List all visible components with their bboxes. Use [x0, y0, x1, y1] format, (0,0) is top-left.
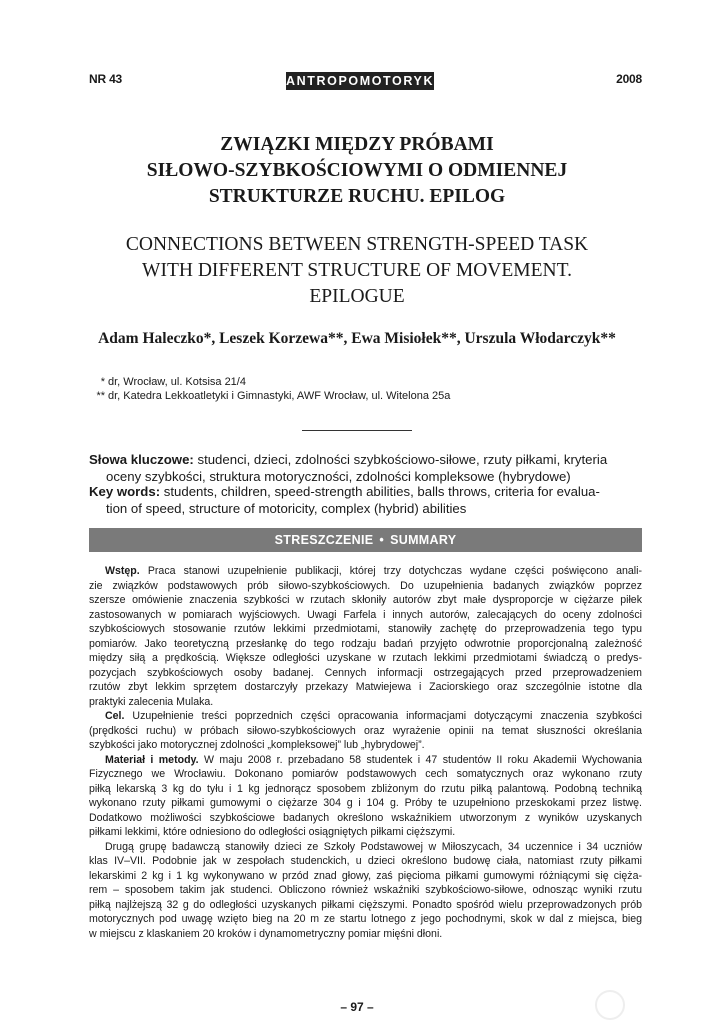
line-text: Praca stanowi uzupełnienie publikacji, której trzy dotychczas wydane części poświęcono anali- [147, 565, 642, 577]
abstract-line: rem – sposobem takim jak studenci. Obliczono również wskaźniki szybkościowo-siłowe, odnosząc wyniki rzutu [89, 884, 642, 896]
separator-rule [302, 430, 412, 431]
abstract-line: pozycjach szybkościowych osoby badanej. Cennych informacji ostrzegających przed przeprowadzeniem [89, 666, 642, 679]
abstract-paragraph-second-group [89, 840, 642, 942]
title-en-line: WITH DIFFERENT STRUCTURE OF MOVEMENT. [142, 260, 572, 281]
abstract-line: Dodatkowo możliwości szybkościowe badanych określono wskaźnikiem utworzonym z wyników uzyskanych [89, 811, 642, 824]
abstract-line: piłkami lekkimi, które odniesiono do odległości osiągniętych piłkami cięższymi. [89, 826, 456, 838]
abstract-line: pomiarów. Jako teoretyczną przesłankę do tego rodzaju badań przyjęto odwrotnie proporcjonalną zależność [89, 637, 642, 650]
page-number: – 97 – [340, 1000, 374, 1014]
section-label: Wstęp. [105, 565, 140, 577]
affiliation-mark: ** [96, 390, 105, 402]
keywords-pl-text: oceny szybkości, struktura motoryczności, zdolności kompleksowe (hybrydowe) [106, 468, 571, 484]
abstract-paragraph-intro [89, 564, 642, 709]
summary-label-en: SUMMARY [390, 533, 457, 547]
abstract [89, 564, 642, 941]
abstract-line: klas IV–VII. Podobnie jak w zespołach studenckich, u dzieci określono budowę ciała, natomiast rzuty piłkami [89, 855, 642, 867]
abstract-line: szersze omówienie znaczenia szybkości w rzutach skłoniły autorów zbyt małe dysproporcje w ciężarze piłek [89, 594, 642, 606]
issue-year: 2008 [616, 72, 642, 86]
abstract-line: między siłą a prędkością. Większe odległości uzyskane w rzutach lekkimi przedmiotami świadczą o predys- [89, 652, 642, 664]
affiliation-text: dr, Katedra Lekkoatletyki i Gimnastyki, AWF Wrocław, ul. Witelona 25a [108, 390, 451, 402]
abstract-line: Drugą grupę badawczą stanowiły dzieci ze Szkoły Podstawowej w Miłoszycach, 34 uczennice i 34 uczniów [105, 840, 642, 853]
title-pl-line: ZWIĄZKI MIĘDZY PRÓBAMI [220, 134, 494, 155]
summary-banner [89, 528, 642, 552]
abstract-line: lekarskimi 2 kg i 1 kg wykonywano w przód znad głowy, zaś pięcioma piłkami gumowymi różniącymi się cięża- [89, 869, 642, 882]
summary-label-pl: STRESZCZENIE [274, 533, 374, 547]
abstract-line: szybkości jako motorycznej zdolności „kompleksowej” lub „hybrydowej”. [89, 739, 425, 751]
abstract-line: piłką lekarską 3 kg do tyłu i 1 kg jednorącz sposobem zbliżonym do rzutu piłką palantową. Podobną techniką [89, 782, 642, 795]
abstract-line: praktyki zalecenia Mulaka. [89, 695, 214, 708]
abstract-line: zie związków podstawowych prób siłowo-szybkościowych. Do uzupełnienia badanych związków poprzez [89, 579, 642, 592]
abstract-line: rzutów zbyt lekkim sprzętem dostarczyły przekazy Matwiejewa i Zaciorskiego oraz szczególnie istotne dla [89, 681, 642, 693]
abstract-line [89, 564, 642, 579]
line-text: Uzupełnienie treści poprzednich części opracowania informacjami dotyczącymi znaczenia szybkości [132, 710, 642, 722]
abstract-line [89, 753, 642, 768]
affiliation-text: dr, Wrocław, ul. Kotsisa 21/4 [108, 376, 246, 388]
affiliation [89, 375, 246, 389]
title-polish [60, 132, 654, 210]
abstract-line: (prędkości ruchu) w próbach siłowo-szybkościowych oraz wyrażenie opinii na temat słuszności określania [89, 724, 642, 737]
abstract-paragraph-aim [89, 709, 642, 753]
issue-number: NR 43 [89, 72, 123, 86]
abstract-paragraph-methods [89, 753, 642, 840]
section-label: Cel. [105, 710, 125, 722]
abstract-line: Fizycznego we Wrocławiu. Dokonano pomiarów podstawowych cech somatycznych oraz wykonano rzuty [89, 768, 642, 780]
abstract-line: w miejscu z klaskaniem 20 kroków i dynamometryczny pomiar mięśni dłoni. [89, 927, 443, 940]
abstract-line: piłką najlżejszą 32 g do odległości uzyskanych piłkami cięższymi. Ponadto spośród wielu przeprowadzonych prób [89, 898, 642, 911]
abstract-line [89, 709, 642, 724]
section-label: Materiał i metody. [105, 753, 199, 766]
journal-name: ANTROPOMOTORYKA [286, 74, 445, 88]
title-english [60, 232, 654, 310]
abstract-line: wykonano rzuty piłkami gumowymi o ciężarze 304 g i 104 g. Próby te uzupełniono przeskokami przez listwę. [89, 797, 642, 809]
keywords-pl-label: Słowa kluczowe: [89, 452, 194, 467]
title-en-line: CONNECTIONS BETWEEN STRENGTH-SPEED TASK [125, 234, 589, 255]
keywords-en-text: students, children, speed-strength abilities, balls throws, criteria for evalua- [163, 484, 600, 499]
title-en-line: EPILOGUE [309, 286, 405, 307]
abstract-line: szybkościowych stosowanie rzutów lekkimi przedmiotami, stanowiły zachętę do przeprowadzenia tego typu [89, 623, 642, 635]
keywords-en-label: Key words: [89, 484, 161, 499]
affiliation [89, 389, 450, 403]
line-text: W maju 2008 r. przebadano 58 studentek i 47 studentów II roku Akademii Wychowania [203, 753, 642, 766]
keywords-en-text: tion of speed, structure of motoricity, complex (hybrid) abilities [106, 500, 467, 516]
authors: Adam Haleczko*, Leszek Korzewa**, Ewa Misiołek**, Urszula Włodarczyk** [98, 330, 616, 347]
title-pl-line: SIŁOWO-SZYBKOŚCIOWYMI O ODMIENNEJ [146, 160, 568, 181]
title-pl-line: STRUKTURZE RUCHU. EPILOG [208, 186, 506, 207]
abstract-line: zastosowanych w pomiarach wyjściowych. Uwagi Farfela i innych autorów, zalecających do oceny zdolności [89, 608, 642, 621]
bullet-separator: • [379, 533, 385, 547]
keywords-english [89, 484, 642, 517]
keywords-polish [89, 452, 642, 485]
watermark-stamp [595, 990, 625, 1020]
keywords-pl-text: studenci, dzieci, zdolności szybkościowo-siłowe, rzuty piłkami, kryteria [197, 452, 608, 467]
abstract-line: motorycznych pod uwagę wzięto bieg na 20 m ze startu lotnego z jego pochodnymi, skok w dal z miejsca, bieg [89, 913, 642, 925]
affiliation-mark: * [100, 376, 105, 388]
